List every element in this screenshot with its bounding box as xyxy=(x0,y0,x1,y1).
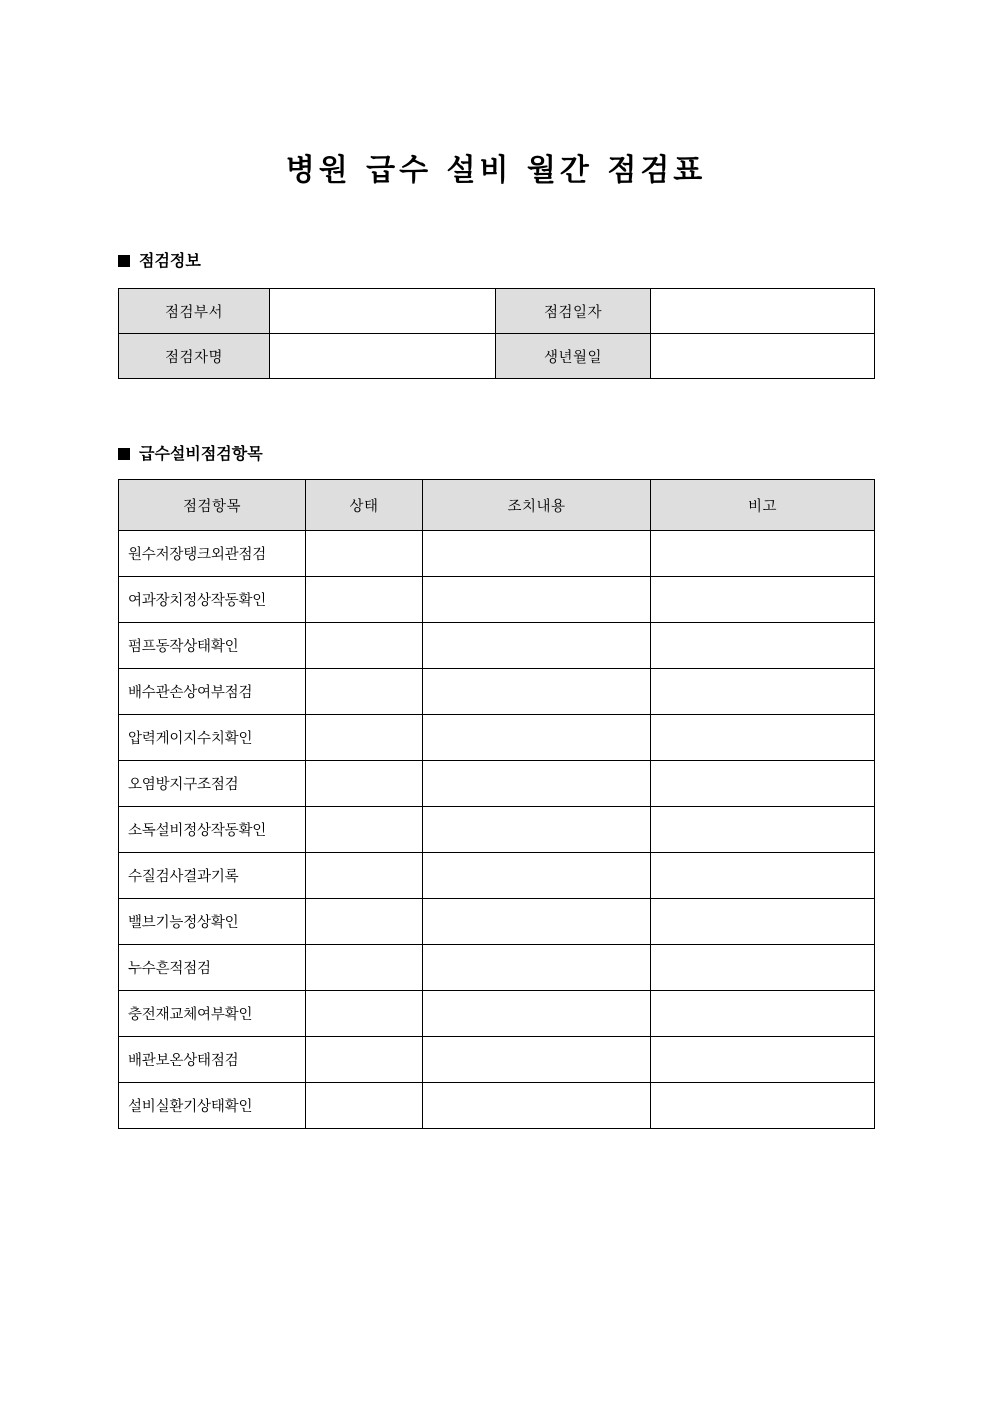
table-row xyxy=(119,715,875,761)
inspection-item-status[interactable] xyxy=(306,715,423,761)
inspection-item-status[interactable] xyxy=(306,669,423,715)
inspection-item-note[interactable] xyxy=(651,945,875,991)
field-label-inspector-name: 점검자명 xyxy=(119,334,270,379)
inspection-item-name: 펌프동작상태확인 xyxy=(119,623,306,669)
inspection-item-action[interactable] xyxy=(423,577,651,623)
field-value-inspection-date[interactable] xyxy=(651,289,875,334)
square-bullet-icon xyxy=(118,448,130,460)
inspection-item-action[interactable] xyxy=(423,945,651,991)
inspection-item-action[interactable] xyxy=(423,531,651,577)
inspection-item-name: 배수관손상여부점검 xyxy=(119,669,306,715)
inspection-item-name: 밸브기능정상확인 xyxy=(119,899,306,945)
table-row xyxy=(119,334,875,379)
inspection-item-name: 수질검사결과기록 xyxy=(119,853,306,899)
inspection-item-status[interactable] xyxy=(306,1037,423,1083)
inspection-item-action[interactable] xyxy=(423,623,651,669)
inspection-item-action[interactable] xyxy=(423,1083,651,1129)
inspection-item-name: 원수저장탱크외관점검 xyxy=(119,531,306,577)
inspection-item-status[interactable] xyxy=(306,577,423,623)
section-heading-inspection-info xyxy=(118,253,201,269)
inspection-item-note[interactable] xyxy=(651,807,875,853)
inspection-item-status[interactable] xyxy=(306,853,423,899)
inspection-item-status[interactable] xyxy=(306,761,423,807)
inspection-item-status[interactable] xyxy=(306,1083,423,1129)
field-value-department[interactable] xyxy=(270,289,496,334)
inspection-item-status[interactable] xyxy=(306,991,423,1037)
table-row xyxy=(119,761,875,807)
inspection-item-name: 배관보온상태점검 xyxy=(119,1037,306,1083)
table-row xyxy=(119,991,875,1037)
inspection-item-name: 충전재교체여부확인 xyxy=(119,991,306,1037)
inspection-item-note[interactable] xyxy=(651,761,875,807)
inspection-item-name: 오염방지구조점검 xyxy=(119,761,306,807)
table-header-row xyxy=(119,480,875,531)
table-row xyxy=(119,623,875,669)
square-bullet-icon xyxy=(118,255,130,267)
inspection-item-note[interactable] xyxy=(651,531,875,577)
inspection-item-status[interactable] xyxy=(306,899,423,945)
table-row xyxy=(119,1037,875,1083)
section-heading-label: 점검정보 xyxy=(139,251,201,270)
inspection-item-note[interactable] xyxy=(651,1083,875,1129)
inspection-item-action[interactable] xyxy=(423,1037,651,1083)
inspection-item-note[interactable] xyxy=(651,623,875,669)
table-row xyxy=(119,807,875,853)
inspection-item-note[interactable] xyxy=(651,669,875,715)
column-header-note: 비고 xyxy=(651,480,875,531)
inspection-item-note[interactable] xyxy=(651,899,875,945)
table-row xyxy=(119,577,875,623)
page-title: 병원 급수 설비 월간 점검표 xyxy=(285,153,707,189)
table-row xyxy=(119,945,875,991)
table-row xyxy=(119,1083,875,1129)
inspection-item-action[interactable] xyxy=(423,715,651,761)
table-row xyxy=(119,531,875,577)
section-heading-water-supply-items xyxy=(118,446,263,462)
table-row xyxy=(119,669,875,715)
inspection-item-status[interactable] xyxy=(306,623,423,669)
table-row xyxy=(119,289,875,334)
section-heading-label: 급수설비점검항목 xyxy=(139,444,263,463)
inspection-item-status[interactable] xyxy=(306,945,423,991)
field-label-inspection-date: 점검일자 xyxy=(496,289,651,334)
table-row xyxy=(119,853,875,899)
inspection-items-table xyxy=(118,479,875,1129)
inspection-item-action[interactable] xyxy=(423,807,651,853)
column-header-item: 점검항목 xyxy=(119,480,306,531)
table-row xyxy=(119,899,875,945)
inspection-item-note[interactable] xyxy=(651,991,875,1037)
field-label-department: 점검부서 xyxy=(119,289,270,334)
inspection-item-name: 소독설비정상작동확인 xyxy=(119,807,306,853)
field-value-birth-date[interactable] xyxy=(651,334,875,379)
inspection-item-note[interactable] xyxy=(651,853,875,899)
field-label-birth-date: 생년월일 xyxy=(496,334,651,379)
inspection-item-name: 설비실환기상태확인 xyxy=(119,1083,306,1129)
inspection-item-action[interactable] xyxy=(423,853,651,899)
column-header-status: 상태 xyxy=(306,480,423,531)
inspection-item-note[interactable] xyxy=(651,577,875,623)
inspection-item-action[interactable] xyxy=(423,899,651,945)
inspection-item-note[interactable] xyxy=(651,1037,875,1083)
inspection-item-note[interactable] xyxy=(651,715,875,761)
inspection-item-action[interactable] xyxy=(423,991,651,1037)
inspection-item-name: 압력게이지수치확인 xyxy=(119,715,306,761)
column-header-action: 조치내용 xyxy=(423,480,651,531)
inspection-item-status[interactable] xyxy=(306,807,423,853)
inspection-item-name: 여과장치정상작동확인 xyxy=(119,577,306,623)
inspection-item-status[interactable] xyxy=(306,531,423,577)
inspection-item-name: 누수흔적점검 xyxy=(119,945,306,991)
inspection-item-action[interactable] xyxy=(423,669,651,715)
field-value-inspector-name[interactable] xyxy=(270,334,496,379)
inspection-info-table xyxy=(118,288,875,379)
inspection-item-action[interactable] xyxy=(423,761,651,807)
